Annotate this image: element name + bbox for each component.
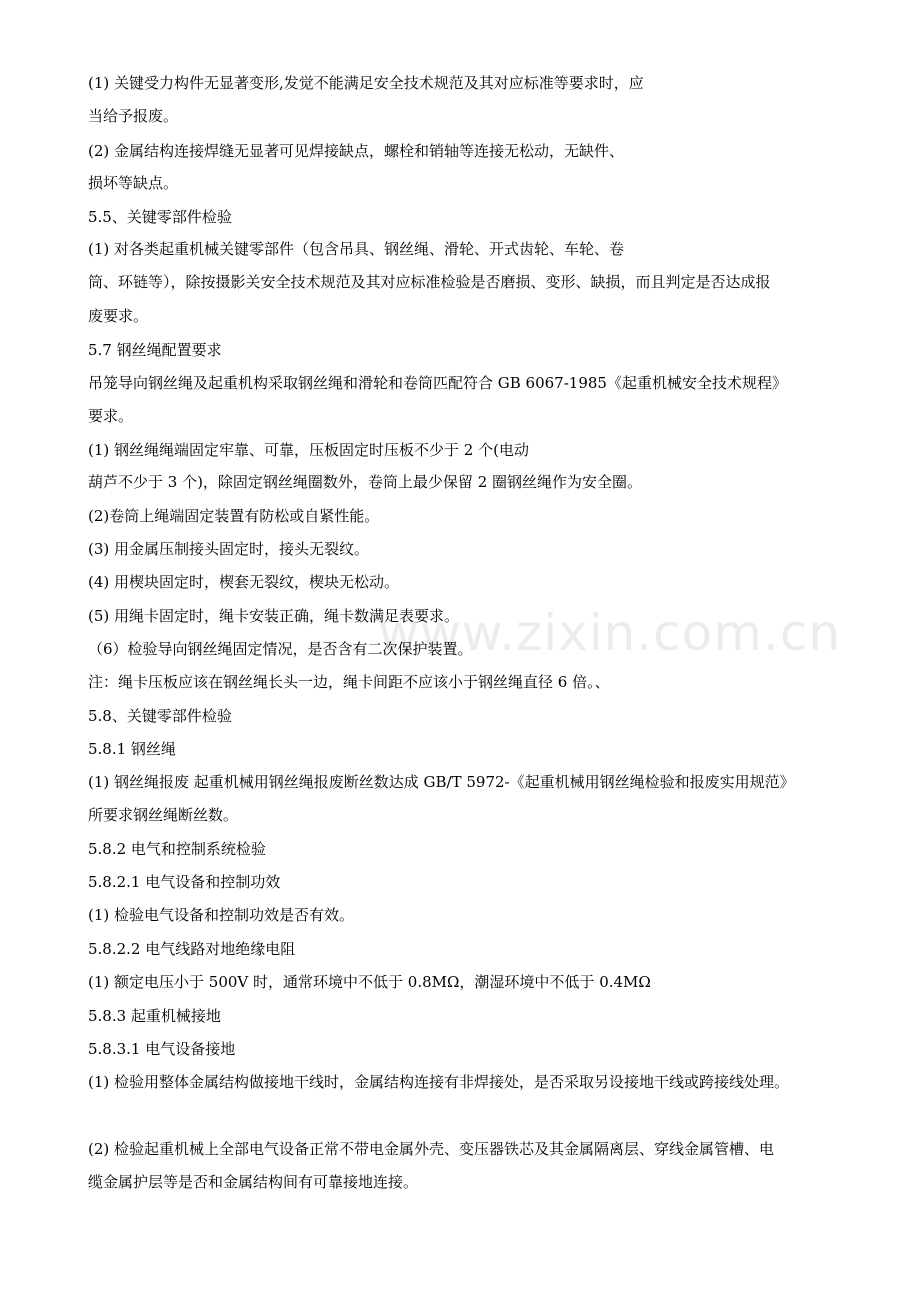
text-line: (5) 用绳卡固定时，绳卡安装正确，绳卡数满足表要求。 — [88, 607, 460, 625]
section-heading: 5.8、关键零部件检验 — [88, 707, 232, 725]
text-line: 废要求。 — [88, 307, 149, 325]
text-line: (1) 额定电压小于 500V 时，通常环境中不低于 0.8MΩ，潮湿环境中不低于 0.4MΩ — [88, 973, 651, 991]
text-line: (2) 检验起重机械上全部电气设备正常不带电金属外壳、变压器铁芯及其金属隔离层、穿线金属管槽、电 — [88, 1140, 775, 1158]
text-line: （6）检验导向钢丝绳固定情况，是否含有二次保护装置。 — [88, 640, 473, 658]
text-line: (3) 用金属压制接头固定时，接头无裂纹。 — [88, 540, 370, 558]
text-line: 葫芦不少于 3 个)，除固定钢丝绳圈数外，卷筒上最少保留 2 圈钢丝绳作为安全圈。 — [88, 473, 643, 491]
section-heading: 5.8.2.1 电气设备和控制功效 — [88, 873, 281, 891]
text-line: 所要求钢丝绳断丝数。 — [88, 806, 239, 824]
text-line: (1) 对各类起重机械关键零部件（包含吊具、钢丝绳、滑轮、开式齿轮、车轮、卷 — [88, 240, 625, 258]
section-heading: 5.8.2 电气和控制系统检验 — [88, 840, 266, 858]
section-heading: 5.8.1 钢丝绳 — [88, 740, 176, 758]
note-line: 注：绳卡压板应该在钢丝绳长头一边，绳卡间距不应该小于钢丝绳直径 6 倍。、 — [88, 673, 610, 691]
text-line: (1) 检验用整体金属结构做接地干线时，金属结构连接有非焊接处，是否采取另设接地干线或跨接线处理。 — [88, 1073, 790, 1091]
text-line: 当给予报废。 — [88, 107, 179, 125]
text-line: 损坏等缺点。 — [88, 174, 179, 192]
text-line: (2)卷筒上绳端固定装置有防松或自紧性能。 — [88, 507, 380, 525]
text-line: (2) 金属结构连接焊缝无显著可见焊接缺点，螺栓和销轴等连接无松动，无缺件、 — [88, 142, 625, 160]
watermark: www.zixin.com.cn — [378, 604, 842, 662]
text-line: 筒、环链等），除按摄影关安全技术规范及其对应标准检验是否磨损、变形、缺损，而且判定是否达成报 — [88, 273, 771, 291]
section-heading: 5.8.3 起重机械接地 — [88, 1007, 221, 1025]
text-line: (1) 钢丝绳绳端固定牢靠、可靠，压板固定时压板不少于 2 个(电动 — [88, 441, 529, 459]
text-line: 吊笼导向钢丝绳及起重机构采取钢丝绳和滑轮和卷筒匹配符合 GB 6067-1985《起重机械安全技术规程》 — [88, 374, 787, 392]
text-line: 要求。 — [88, 407, 134, 425]
section-heading: 5.5、关键零部件检验 — [88, 208, 232, 226]
text-line: 缆金属护层等是否和金属结构间有可靠接地连接。 — [88, 1173, 419, 1191]
text-line: (1) 检验电气设备和控制功效是否有效。 — [88, 906, 355, 924]
text-line: (1) 关键受力构件无显著变形,发觉不能满足安全技术规范及其对应标准等要求时，应 — [88, 74, 644, 92]
text-line: (1) 钢丝绳报废 起重机械用钢丝绳报废断丝数达成 GB/T 5972-《起重机械用钢丝绳检验和报废实用规范》 — [88, 773, 795, 791]
section-heading: 5.8.3.1 电气设备接地 — [88, 1040, 236, 1058]
text-line: (4) 用楔块固定时，楔套无裂纹，楔块无松动。 — [88, 573, 400, 591]
section-heading: 5.8.2.2 电气线路对地绝缘电阻 — [88, 940, 296, 958]
section-heading: 5.7 钢丝绳配置要求 — [88, 341, 222, 359]
